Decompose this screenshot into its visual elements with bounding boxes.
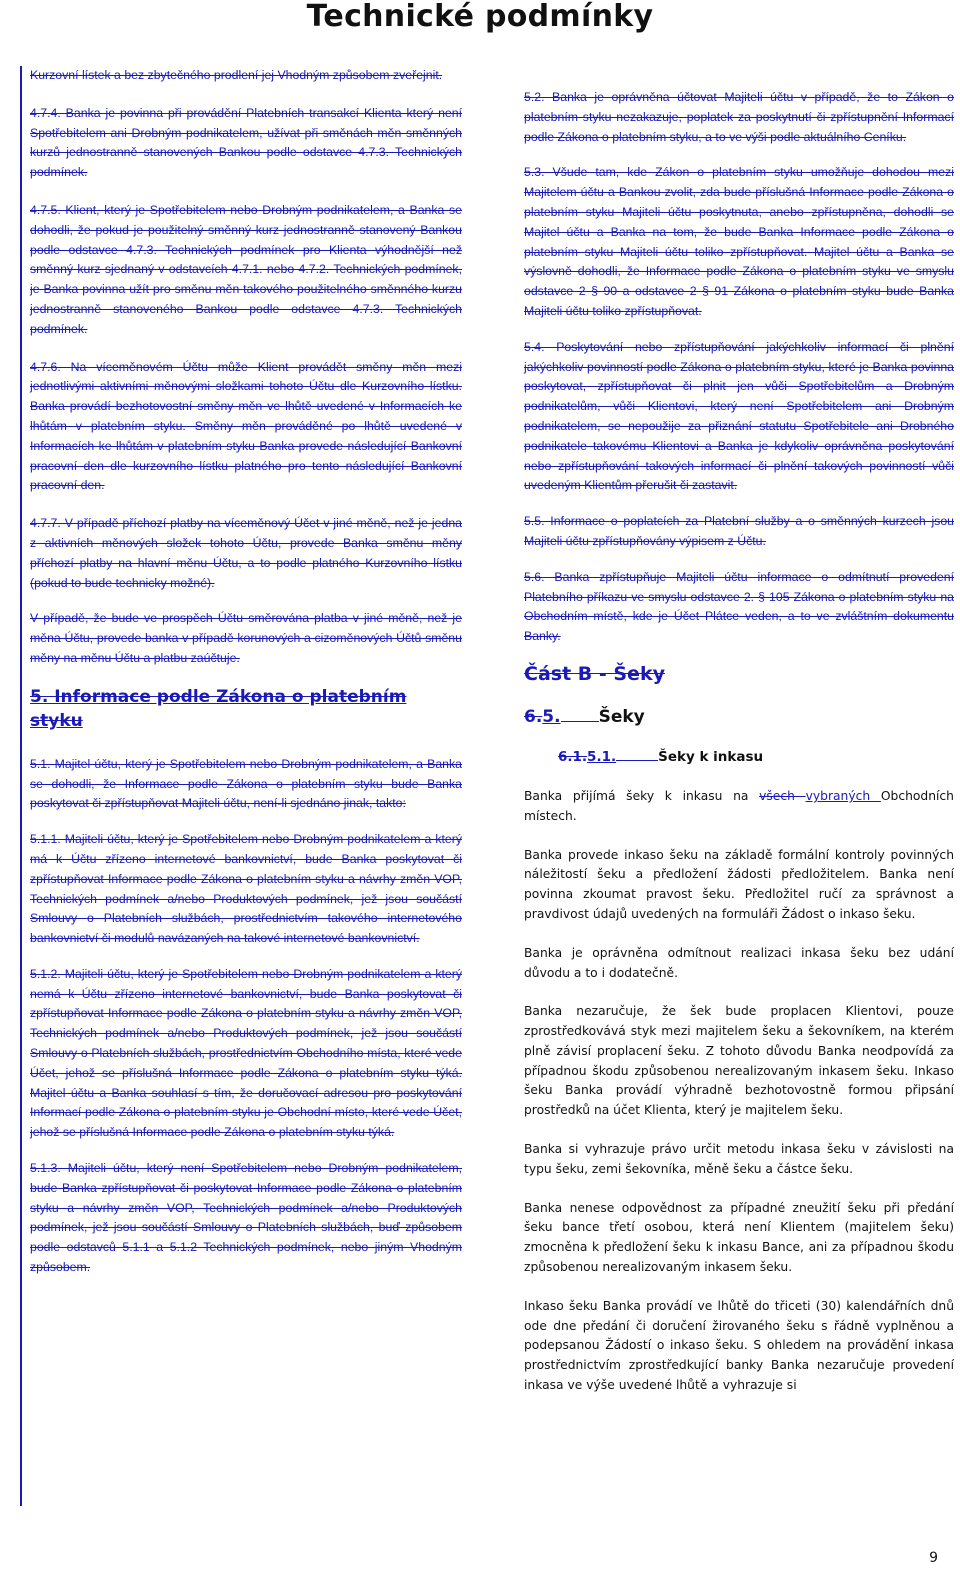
page-title: Technické podmínky: [306, 0, 654, 34]
deleted-paragraph: 4.7.4. Banka je povinna při provádění Platebních transakcí Klienta který není Spotřebitelem ani Drobným podnikatelem, užívat při směnách měn směnných kurzů jednostranně stanovených Bankou podle odstavce 4.7.3. Technických podmínek.: [30, 105, 462, 180]
tab-gap: [561, 720, 599, 722]
section-heading-6: [524, 707, 954, 727]
cheque-paragraph: Banka nezaručuje, že šek bude proplacen Klientovi, pouze zprostředkovává styk mezi majitelem šeku a šekovníkem, na kterém plně závisí proplacení šeku. Z tohoto důvodu Banka neodpovídá za případnou škodu způsobenou nerealizovaným inkasem šeku. Inkaso šeku Banka provádí výhradně bezhotovostně formou připsání prostředků na účet Klienta, který je majitelem šeku.: [524, 1004, 954, 1118]
deleted-paragraph: 5.1.2. Majiteli účtu, který je Spotřebitelem nebo Drobným podnikatelem a který nemá k Účtu zřízeno internetové bankovnictví, bude Banka poskytovat či zpřístupňovat Informace podle Zákona o platebním styku a návrhy změn VOP, Technických podmínek a/nebo Produktových podmínek, jež jsou součástí Smlouvy o Platebních službách, prostřednictvím Obchodního místa, které vede Účet, jehož se příslušná Informace podle Zákona o platebním styku týká. Majitel účtu a Banka souhlasí s tím, že doručovací adresou pro poskytování Informací podle Zákona o platebním styku je Obchodní místo, které vede Účet, jehož se příslušná Informace podle Zákona o platebním styku týká.: [30, 966, 462, 1140]
deleted-word: všech: [759, 788, 806, 803]
inserted-word: vybraných: [805, 788, 881, 803]
subsection-title: Šeky k inkasu: [658, 748, 764, 765]
cheque-paragraph: [524, 787, 954, 827]
deleted-paragraph: V případě, že bude ve prospěch Účtu směrována platba v jiné měně, než je měna Účtu, provede banka v případě korunových a cizoměnových Účtů směnu měny na měnu Účtu a platbu zaúčtuje.: [30, 611, 462, 665]
cheque-paragraph: Inkaso šeku Banka provádí ve lhůtě do třiceti (30) kalendářních dnů ode dne předání či doručení žirovaného šeku s řádně vyplněnou a podepsanou Žádostí o inkaso šeku. S ohledem na provádění inkasa prostřednictvím zprostředkující banky Banka nezaručuje provedení inkasa ve výše uvedené lhůtě a vyhrazuje si: [524, 1298, 954, 1393]
cheque-paragraph: Banka provede inkaso šeku na základě formální kontroly povinných náležitostí šeku a předložení žádosti předložitelem. Banka není povinna zkoumat pravost šeku. Předložitel ručí za správnost a pravdivost údajů uvedených na formuláři Žádost o inkaso šeku.: [524, 847, 954, 921]
deleted-paragraph: Kurzovní lístek a bez zbytečného prodlení jej Vhodným způsobem zveřejnit.: [30, 68, 443, 82]
text-run: Banka přijímá šeky k inkasu na: [524, 788, 760, 803]
page-number: 9: [929, 1550, 938, 1566]
new-section-number: 5.: [542, 706, 561, 727]
tab-gap: [616, 759, 658, 761]
deleted-paragraph: 5.1. Majitel účtu, který je Spotřebitelem nebo Drobným podnikatelem, a Banka se dohodli, že Informace podle Zákona o platebním styku bude Banka poskytovat či zpřístupňovat Majiteli účtu, není-li sjednáno jinak, takto:: [30, 756, 462, 811]
deleted-paragraph: 5.2. Banka je oprávněna účtovat Majiteli účtu v případě, že to Zákon o platebním styku nezakazuje, poplatek za poskytnutí či zpřístupnění Informací podle Zákona o platebním styku, a to ve výši podle aktuálního Ceníku.: [524, 90, 954, 144]
section-heading-5: 5. Informace podle Zákona o platebním styku: [30, 686, 407, 731]
subsection-heading: [558, 749, 954, 765]
deleted-paragraph: 5.4. Poskytování nebo zpřístupňování jakýchkoliv informací či plnění jakýchkoliv povinností podle Zákona o platebním styku, které je Banka povinna poskytovat, zpřístupňovat či plnit jen vůči Spotřebitelům a Drobným podnikatelům, vůči Klientovi, který není Spotřebitelem ani Drobným podnikatelem, se nepoužije za přiznání statutu Spotřebitele ani Drobného podnikatele takovému Klientovi a Banka je kdykoliv oprávněna poskytování nebo zpřístupňování takových informací či plnění takových povinností vůči uvedeným Klientům přerušit či zastavit.: [524, 339, 954, 493]
deleted-paragraph: 4.7.5. Klient, který je Spotřebitelem nebo Drobným podnikatelem, a Banka se dohodli, že pokud je použitelný směnný kurz jednostranně stanovený Bankou podle odstavce 4.7.3. Technických podmínek pro Klienta výhodnější než směnný kurz sjednaný v odstavcích 4.7.1. nebo 4.7.2. Technických podmínek, je Banka povinna užít pro směnu měn takového použitelného směnného kurzu jednostranně stanoveného Bankou podle odstavce 4.7.3. Technických podmínek.: [30, 202, 462, 336]
deleted-paragraph: 5.6. Banka zpřístupňuje Majiteli účtu informace o odmítnutí provedení Platebního příkazu ve smyslu odstavce 2. § 105 Zákona o platebním styku na Obchodním místě, kde je Účet Plátce veden, a to ve zvláštním dokumentu Banky.: [524, 569, 954, 644]
old-section-number: 6.: [524, 706, 543, 727]
deleted-paragraph: 4.7.6. Na víceměnovém Účtu může Klient provádět směny měn mezi jednotlivými aktivními měnovými složkami tohoto Účtu dle Kurzovního lístku. Banka provádí bezhotovostní směny měn ve lhůtě uvedené v Informacích ke lhůtám v platebním styku. Směny měn prováděné po lhůtě uvedené v Informacích ke lhůtám v platebním styku Banka provede následující Bankovní pracovní den dle kurzovního lístku platného pro tento následující Bankovní pracovní den.: [30, 359, 462, 493]
right-column: [524, 88, 954, 1415]
deleted-paragraph: 5.3. Všude tam, kde Zákon o platebním styku umožňuje dohodou mezi Majitelem účtu a Bankou zvolit, zda bude příslušná Informace podle Zákona o platebním styku Majiteli účtu poskytnuta, anebo zpřístupněna, dohodli se Majitel účtu a Banka na tom, že bude Banka Informace podle Zákona o platebním styku Majiteli účtu toliko zpřístupňovat. Majitel účtu a Banka se výslovně dohodli, že Informace podle Zákona o platebním styku ve smyslu odstavce 2 § 90 a odstavce 2 § 91 Zákona o platebním styku bude Banka Majiteli účtu toliko zpřístupňovat.: [524, 165, 954, 318]
deleted-paragraph: 5.1.3. Majiteli účtu, který není Spotřebitelem nebo Drobným podnikatelem, bude Banka zpřístupňovat či poskytovat Informace podle Zákona o platebním styku a návrhy změn VOP, Technických podmínek a/nebo Produktových podmínek, jež jsou součástí Smlouvy o Platebních službách, buď způsobem podle odstavců 5.1.1 a 5.1.2 Technických podmínek, nebo jiným Vhodným způsobem.: [30, 1161, 462, 1275]
text-run: Obchodních místech.: [524, 788, 954, 823]
left-column: [20, 66, 462, 1506]
deleted-paragraph: 5.1.1. Majiteli účtu, který je Spotřebitelem nebo Drobným podnikatelem a který má k Účtu zřízeno internetové bankovnictví, bude Banka poskytovat či zpřístupňovat Informace podle Zákona o platebním styku a návrhy změn VOP, Technických podmínek a/nebo Produktových podmínek, jež jsou součástí Smlouvy o Platebních službách, prostřednictvím takového internetového bankovnictví či modulů navázaných na takové internetové bankovnictví.: [30, 832, 462, 946]
new-subsection-number: 5.1.: [587, 748, 617, 765]
part-b-text: Část B - Šeky: [524, 662, 665, 685]
cheque-paragraph: Banka je oprávněna odmítnout realizaci inkasa šeku bez udání důvodu a to i dodatečně.: [524, 945, 954, 980]
cheque-paragraph: Banka si vyhrazuje právo určit metodu inkasa šeku v závislosti na typu šeku, zemi šekovníka, měně šeku a částce šeku.: [524, 1142, 954, 1176]
old-subsection-number: 6.1.: [558, 748, 588, 765]
cheque-paragraph: Banka nenese odpovědnost za případné zneužití šeku při předání šeku bance třetí osobou, která není Klientem (majitelem šeku) zmocněna k předložení šeku k inkasu Bance, ani za případnou škodu způsobenou nerealizovaným inkasem šeku.: [524, 1200, 954, 1275]
section-title: Šeky: [598, 706, 645, 727]
deleted-paragraph: 5.5. Informace o poplatcích za Platební služby a o směnných kurzech jsou Majiteli účtu zpřístupňovány výpisem z Účtu.: [524, 514, 954, 548]
part-b-heading: [524, 663, 954, 685]
deleted-paragraph: 4.7.7. V případě příchozí platby na víceměnový Účet v jiné měně, než je jedna z aktivních měnových složek tohoto Účtu, provede Banka směnu měny příchozí platby na hlavní měnu Účtu, a to podle platného Kurzovního lístku (pokud to bude technicky možné).: [30, 516, 462, 590]
